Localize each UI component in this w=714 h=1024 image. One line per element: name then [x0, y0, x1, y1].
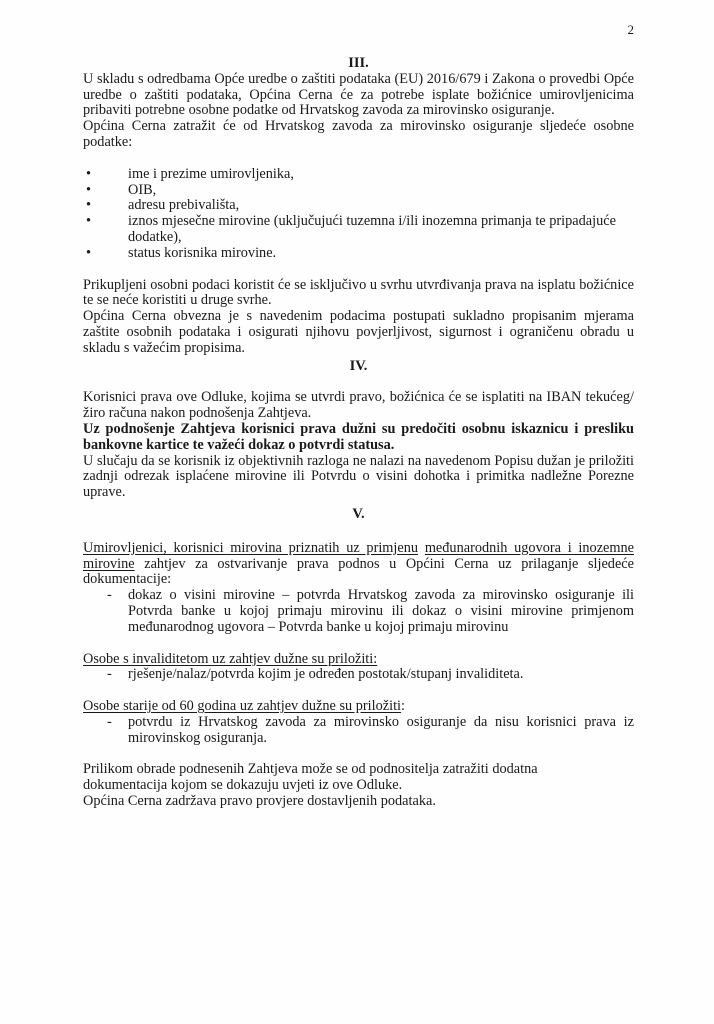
disability-label: Osobe s invaliditetom uz zahtjev dužne su priložiti:	[83, 650, 378, 667]
disability-docs-list	[83, 667, 634, 683]
personal-data-list	[83, 167, 634, 262]
list-item: • iznos mjesečne mirovine (uključujući tuzemna i/ili inozemna primanja te pripadajuće dodatke),	[86, 213, 616, 245]
section-heading-v: V.	[352, 505, 365, 522]
underlined-term: Umirovljenici, korisnici mirovina priznatih uz primjenu	[83, 539, 419, 556]
bullet-icon: •	[86, 244, 92, 261]
section-heading-iii: III.	[348, 55, 369, 71]
section-heading-iv: IV.	[349, 357, 368, 374]
bullet-icon: •	[86, 213, 92, 230]
seniors-docs-list	[83, 715, 634, 747]
bullet-icon: •	[86, 197, 92, 214]
list-item: • ime i prezime umirovljenika,	[86, 165, 294, 182]
dash-icon: -	[107, 713, 112, 730]
paragraph-required-documents: Uz podnošenje Zahtjeva korisnici prava dužni su predočiti osobnu iskaznicu i presliku bankovne kartice te važeći dokaz o potvrdi statusa.	[83, 420, 634, 453]
list-item: - dokaz o visini mirovine – potvrda Hrvatskog zavoda za mirovinsko osiguranje ili Potvrda banke u kojoj primaju mirovinu ili dokaz o visini mirovine primjenom međunarodnog ugovora – Potvrda banke u kojoj primaju mirovinu	[107, 587, 634, 635]
dash-icon: -	[107, 587, 112, 604]
list-item: - potvrdu iz Hrvatskog zavoda za mirovinsko osiguranje da nisu korisnici prava iz mirovinskog osiguranja.	[107, 713, 634, 746]
international-docs-list	[83, 588, 634, 635]
paragraph-international-pensions: Umirovljenici, korisnici mirovina priznatih uz primjenu međunarodnih ugovora i inozemne mirovine zahtjev za ostvarivanje prava podnos u Općini Cerna uz prilaganje sljedeće dokumentacije:	[83, 539, 635, 588]
paragraph-verification: Općina Cerna zadržava pravo provjere dostavljenih podataka.	[83, 793, 436, 810]
list-item: - rješenje/nalaz/potvrda kojim je određen postotak/stupanj invaliditeta.	[107, 666, 524, 683]
paragraph-gdpr-basis: U skladu s odredbama Opće uredbe o zaštiti podataka (EU) 2016/679 i Zakona o provedbi Opće uredbe o zaštiti podataka, Općina Cerna će za potrebe isplate božićnice umirovljenicima pribaviti potrebne osobne podatke od Hrvatskog zavoda za mirovinsko osiguranje.	[83, 70, 634, 119]
list-item: • adresu prebivališta,	[86, 197, 240, 214]
underlined-term: međunarodnih ugovora i inozemne mirovine	[83, 539, 635, 572]
list-item: • OIB,	[86, 181, 157, 198]
bullet-icon: •	[86, 181, 92, 198]
paragraph-data-purpose: Prikupljeni osobni podaci koristit će se isključivo u svrhu utvrđivanja prava na isplatu božićnice te se neće koristiti u druge svrhe.	[83, 276, 634, 309]
paragraph-missing-from-list: U slučaju da se korisnik iz objektivnih razloga ne nalazi na navedenom Popisu dužan je priložiti zadnji odrezak isplaćene mirovine ili Potvrdu o visini dohotka i primitka nadležne Porezne uprave.	[83, 452, 634, 501]
paragraph-data-request: Općina Cerna zatražit će od Hrvatskog zavoda za mirovinsko osiguranje sljedeće osobne podatke:	[83, 118, 634, 150]
document-page	[83, 0, 634, 810]
paragraph-data-protection: Općina Cerna obvezna je s navedenim podacima postupati sukladno propisanim mjerama zaštite osobnih podataka i osigurati njihovu povjerljivost, sigurnost i ograničenu obradu u skladu s važećim propisima.	[83, 308, 634, 356]
list-item: • status korisnika mirovine.	[86, 244, 277, 261]
seniors-label: Osobe starije od 60 godina uz zahtjev dužne su priložiti:	[83, 698, 406, 715]
page-number: 2	[627, 22, 634, 37]
paragraph-additional-docs: Prilikom obrade podnesenih Zahtjeva može se od podnositelja zatražiti dodatna dokumentacija kojom se dokazuju uvjeti iz ove Odluke.	[83, 761, 538, 794]
dash-icon: -	[107, 666, 112, 683]
paragraph-payment: Korisnici prava ove Odluke, kojima se utvrdi pravo, božićnica će se isplatiti na IBAN tekućeg/žiro računa nakon podnošenja Zahtjeva.	[83, 389, 634, 422]
bullet-icon: •	[86, 165, 92, 182]
